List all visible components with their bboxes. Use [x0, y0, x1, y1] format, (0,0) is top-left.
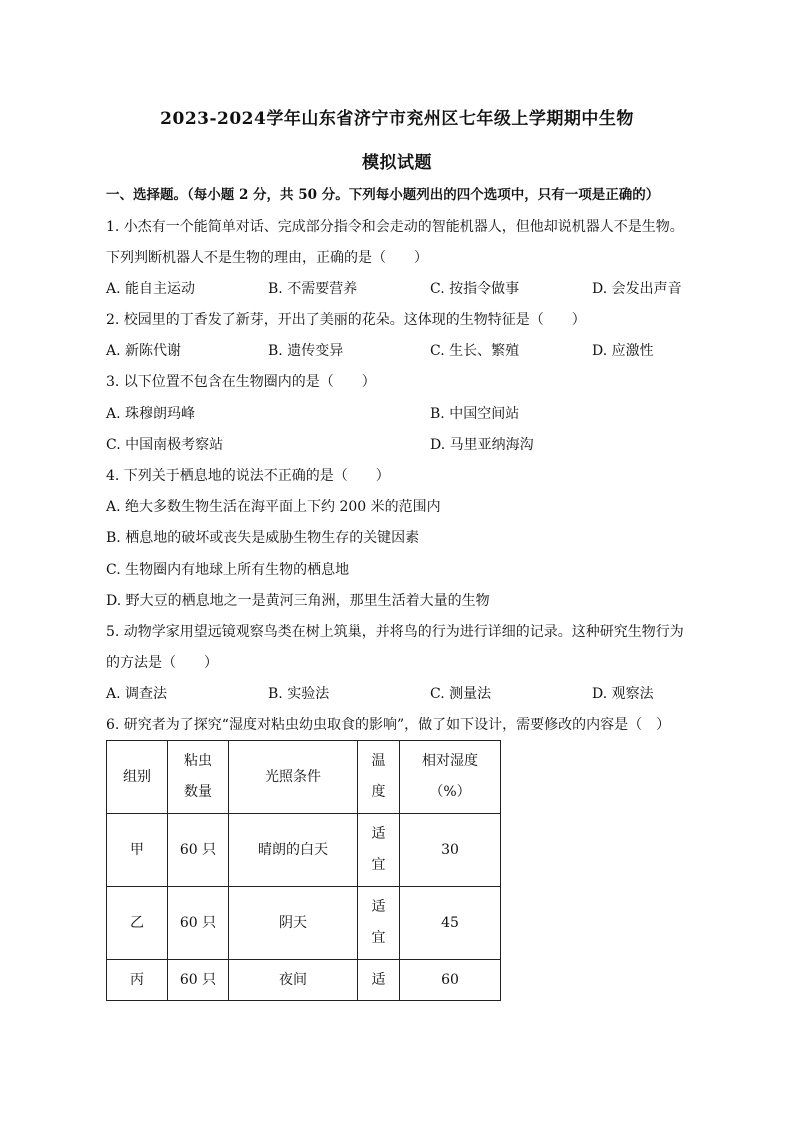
table-cell: 60 只 — [168, 960, 229, 1001]
question-5-stem-line1: 5. 动物学家用望远镜观察鸟类在树上筑巢，并将鸟的行为进行详细的记录。这种研究生物行为 — [106, 624, 684, 640]
question-3-option-b: B. 中国空间站 — [430, 406, 520, 422]
section-heading: 一、选择题。（每小题 2 分，共 50 分。下列每小题列出的四个选项中，只有一项是正确的） — [106, 187, 660, 203]
question-1-option-b: B. 不需要营养 — [268, 281, 358, 297]
question-3-option-c: C. 中国南极考察站 — [106, 437, 224, 453]
question-5-option-d: D. 观察法 — [592, 686, 654, 702]
exam-title-line1: 2023-2024学年山东省济宁市兖州区七年级上学期期中生物 — [160, 109, 634, 129]
question-1-option-c: C. 按指令做事 — [430, 281, 520, 297]
question-4-option-d: D. 野大豆的栖息地之一是黄河三角洲，那里生活着大量的生物 — [106, 593, 490, 609]
table-cell: 乙 — [107, 887, 168, 960]
question-4-option-a: A. 绝大多数生物生活在海平面上下约 200 米的范围内 — [106, 499, 441, 515]
table-cell: 适 — [358, 960, 400, 1001]
table-cell: 60 只 — [168, 887, 229, 960]
table-header-cell — [400, 741, 501, 814]
table-row — [107, 960, 501, 1001]
cell-text: 适宜 — [371, 826, 386, 873]
exam-title-line2: 模拟试题 — [362, 153, 432, 173]
table-row — [107, 814, 501, 887]
question-4-stem: 4. 下列关于栖息地的说法不正确的是（ ） — [106, 468, 390, 484]
table-cell — [358, 887, 400, 960]
question-5-option-c: C. 测量法 — [430, 686, 492, 702]
question-2-option-a: A. 新陈代谢 — [106, 343, 182, 359]
question-1-option-d: D. 会发出声音 — [592, 281, 682, 297]
question-2-option-b: B. 遗传变异 — [268, 343, 344, 359]
header-text: 粘虫数量 — [183, 753, 212, 800]
question-6-stem: 6. 研究者为了探究“湿度对粘虫幼虫取食的影响”，做了如下设计，需要修改的内容是（ ） — [106, 717, 671, 733]
table-header-cell — [358, 741, 400, 814]
table-cell: 45 — [400, 887, 501, 960]
table-cell: 晴朗的白天 — [229, 814, 358, 887]
table-cell: 夜间 — [229, 960, 358, 1001]
table-cell: 阴天 — [229, 887, 358, 960]
question-5-option-a: A. 调查法 — [106, 686, 168, 702]
question-3-stem: 3. 以下位置不包含在生物圈内的是（ ） — [106, 374, 376, 390]
question-3-option-a: A. 珠穆朗玛峰 — [106, 406, 196, 422]
table-header-row — [107, 741, 501, 814]
table-cell: 60 — [400, 960, 501, 1001]
table-cell: 甲 — [107, 814, 168, 887]
question-2-stem: 2. 校园里的丁香发了新芽，开出了美丽的花朵。这体现的生物特征是（ ） — [106, 312, 586, 328]
question-5-stem-line2: 的方法是（ ） — [106, 655, 218, 671]
question-3-option-d: D. 马里亚纳海沟 — [430, 437, 534, 453]
table-cell: 30 — [400, 814, 501, 887]
question-4-option-b: B. 栖息地的破坏或丧失是威胁生物生存的关键因素 — [106, 530, 420, 546]
question-2-option-d: D. 应激性 — [592, 343, 654, 359]
table-cell: 60 只 — [168, 814, 229, 887]
question-1-stem-line2: 下列判断机器人不是生物的理由，正确的是（ ） — [106, 250, 428, 266]
cell-text: 适宜 — [371, 899, 386, 946]
table-cell — [358, 814, 400, 887]
experiment-table — [106, 740, 501, 1001]
table-header-cell — [168, 741, 229, 814]
table-header-cell: 组别 — [107, 741, 168, 814]
question-5-option-b: B. 实验法 — [268, 686, 330, 702]
table-header-cell: 光照条件 — [229, 741, 358, 814]
question-4-option-c: C. 生物圈内有地球上所有生物的栖息地 — [106, 562, 350, 578]
question-2-option-c: C. 生长、繁殖 — [430, 343, 520, 359]
question-1-option-a: A. 能自主运动 — [106, 281, 196, 297]
question-1-stem-line1: 1. 小杰有一个能简单对话、完成部分指令和会走动的智能机器人，但他却说机器人不是生物。 — [106, 219, 684, 235]
header-text: 温度 — [371, 753, 386, 800]
header-text: 相对湿度（%） — [422, 753, 478, 800]
table-cell: 丙 — [107, 960, 168, 1001]
table-row — [107, 887, 501, 960]
